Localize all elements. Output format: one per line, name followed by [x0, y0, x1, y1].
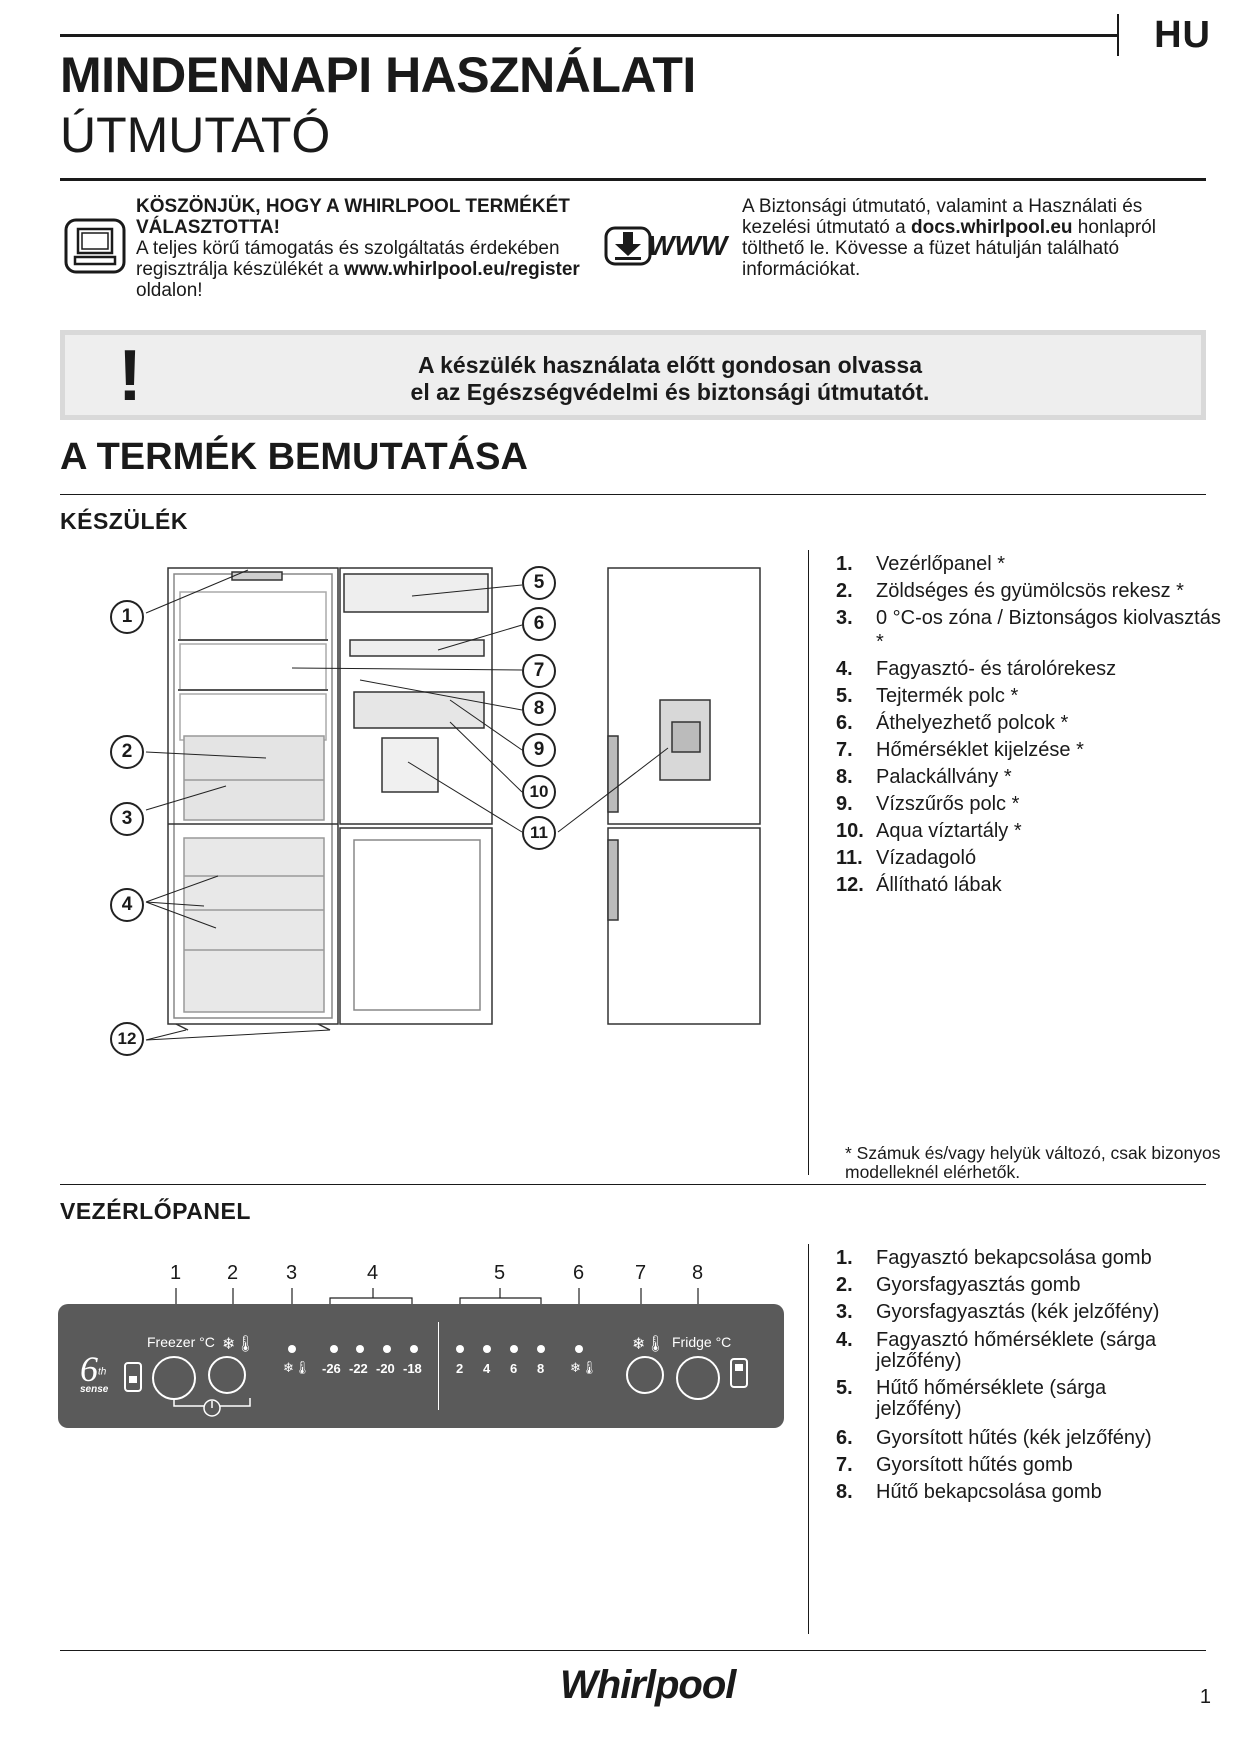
panel-divider [438, 1322, 439, 1410]
list-item: 1. Vezérlőpanel * [836, 553, 1005, 575]
docs-prefix: A Biztonsági útmutató, valamint a Használati és kezelési útmutató a [742, 196, 1143, 238]
page-subtitle: ÚTMUTATÓ [60, 107, 331, 163]
fridge-status-icon [730, 1358, 748, 1388]
list-item: 1. Fagyasztó bekapcsolása gomb [836, 1247, 1152, 1269]
list-item: 7. Gyorsított hűtés gomb [836, 1454, 1073, 1476]
panel-num-8: 8 [692, 1262, 704, 1284]
fast-freeze-led-icon: ❄🌡 [283, 1360, 311, 1375]
fast-cool-button[interactable] [626, 1356, 664, 1394]
freezer-temp: -18 [403, 1361, 422, 1376]
fast-cool-led-icon: ❄🌡 [570, 1360, 598, 1375]
list-item: 7. Hőmérséklet kijelzése * [836, 739, 1084, 761]
whirlpool-logo: Whirlpool [560, 1663, 736, 1707]
docs-link[interactable]: docs.whirlpool.eu [910, 217, 1073, 238]
list-item: 2. Zöldséges és gyümölcsös rekesz * [836, 580, 1184, 602]
callout-11: 11 [522, 816, 556, 850]
register-suffix: oldalon! [136, 280, 203, 301]
list-item: 6. Áthelyezhető polcok * [836, 712, 1069, 734]
list-item: 4. Fagyasztó- és tárolórekesz [836, 658, 1117, 680]
fridge-temp: 6 [510, 1361, 518, 1376]
callout-3: 3 [110, 802, 144, 836]
list-item: 2. Gyorsfagyasztás gomb [836, 1274, 1081, 1296]
www-label: WWW [648, 230, 728, 261]
fridge-temp: 2 [456, 1361, 464, 1376]
sense-sup: th [98, 1366, 107, 1378]
fridge-power-button[interactable] [676, 1356, 720, 1400]
exclamation-icon: ! [118, 336, 142, 416]
fridge-label: Fridge °C [672, 1334, 732, 1350]
list-item: 11. Vízadagoló [836, 847, 977, 869]
fast-freeze-icon: ❄🌡 [222, 1336, 256, 1353]
fridge-temp: 8 [537, 1361, 545, 1376]
callout-1: 1 [110, 600, 144, 634]
callout-9: 9 [522, 733, 556, 767]
panel-num-7: 7 [635, 1262, 647, 1284]
list-item: 12. Állítható lábak [836, 874, 1002, 896]
download-icon [604, 224, 652, 273]
panel-num-5: 5 [494, 1262, 506, 1284]
list-item: 8. Hűtő bekapcsolása gomb [836, 1481, 1102, 1503]
sense-num: 6 [80, 1349, 98, 1389]
section-title: A TERMÉK BEMUTATÁSA [60, 436, 528, 478]
freezer-temp: -20 [376, 1361, 395, 1376]
fridge-temp: 4 [483, 1361, 491, 1376]
docs-text [742, 196, 1212, 280]
fast-freeze-led [288, 1345, 296, 1353]
list-item: 10. Aqua víztartály * [836, 820, 1022, 842]
callout-6: 6 [522, 607, 556, 641]
callout-4: 4 [110, 888, 144, 922]
fast-cool-led [575, 1345, 583, 1353]
fast-cool-icon: ❄🌡 [632, 1336, 666, 1353]
register-link[interactable]: www.whirlpool.eu/register [344, 259, 580, 280]
list-item: 5. Hűtő hőmérséklete (sárga jelzőfény) [836, 1377, 1107, 1420]
warning-text [250, 352, 1090, 406]
freezer-power-button[interactable] [152, 1356, 196, 1400]
list-item: 5. Tejtermék polc * [836, 685, 1019, 707]
control-panel-legend [836, 1246, 1186, 1507]
panel-num-3: 3 [286, 1262, 298, 1284]
freezer-label: Freezer °C [147, 1334, 215, 1350]
list-item: 3. 0 °C-os zóna / Biztonságos kiolvasztás * [836, 607, 1221, 653]
footnote: * Számuk és/vagy helyük változó, csak bizonyos modelleknél elérhetők. [845, 1143, 1221, 1182]
list-item: 8. Palackállvány * [836, 766, 1012, 788]
freezer-temp: -26 [322, 1361, 341, 1376]
sense-word: sense [80, 1384, 109, 1395]
monitor-icon [64, 218, 126, 279]
docs-suffix: honlapról tölthető le. Kövesse a füzet hátulján található információkat. [742, 217, 1156, 280]
list-item: 9. Vízszűrős polc * [836, 793, 1020, 815]
thanks-heading: KÖSZÖNJÜK, HOGY A WHIRLPOOL TERMÉKÉT VÁLASZTOTTA! [136, 196, 570, 238]
callout-5: 5 [522, 566, 556, 600]
callout-2: 2 [110, 735, 144, 769]
panel-num-6: 6 [573, 1262, 585, 1284]
callout-7: 7 [522, 654, 556, 688]
callout-10: 10 [522, 775, 556, 809]
freezer-status-icon [124, 1362, 142, 1392]
power-icon [170, 1398, 258, 1410]
control-panel-heading: VEZÉRLŐPANEL [60, 1198, 251, 1224]
thanks-body: A teljes körű támogatás és szolgáltatás érdekében regisztrálja készülékét a [136, 238, 560, 280]
panel-num-4: 4 [367, 1262, 379, 1284]
panel-num-1: 1 [170, 1262, 182, 1284]
language-code: HU [1154, 14, 1211, 56]
page-title: MINDENNAPI HASZNÁLATI [60, 47, 696, 103]
fridge-illustration [100, 560, 800, 1075]
appliance-heading: KÉSZÜLÉK [60, 508, 188, 534]
warning-line-2: el az Egészségvédelmi és biztonsági útmutatót. [410, 379, 930, 405]
appliance-legend [836, 552, 1226, 900]
warning-line-1: A készülék használata előtt gondosan olvassa [417, 352, 923, 378]
panel-num-2: 2 [227, 1262, 239, 1284]
list-item: 4. Fagyasztó hőmérséklete (sárga jelzőfény) [836, 1329, 1157, 1372]
fast-freeze-button[interactable] [208, 1356, 246, 1394]
callout-12: 12 [110, 1022, 144, 1056]
callout-8: 8 [522, 692, 556, 726]
list-item: 6. Gyorsított hűtés (kék jelzőfény) [836, 1427, 1152, 1449]
thanks-text [136, 196, 596, 301]
sixth-sense-logo [80, 1348, 108, 1395]
freezer-temp: -22 [349, 1361, 368, 1376]
page-number: 1 [1199, 1686, 1211, 1708]
list-item: 3. Gyorsfagyasztás (kék jelzőfény) [836, 1301, 1160, 1323]
